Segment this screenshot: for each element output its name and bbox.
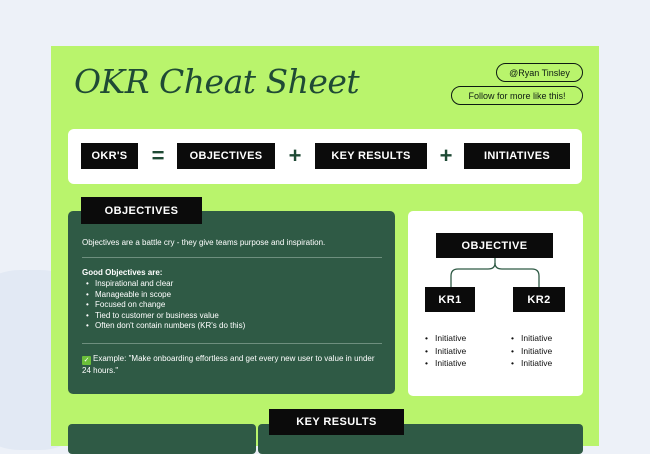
list-item: • Initiative [511, 345, 552, 358]
objectives-section-label: OBJECTIVES [81, 197, 202, 224]
example-text: Example: "Make onboarding effortless and get every new user to value in under 24 hours." [82, 354, 375, 375]
kr2-initiatives-list [511, 332, 552, 370]
cheat-sheet [51, 46, 599, 446]
list-item: • Inspirational and clear [82, 279, 245, 290]
okr-equation-card [68, 129, 582, 184]
objectives-intro: Objectives are a battle cry - they give teams purpose and inspiration. [82, 238, 326, 247]
list-item: • Often don't contain numbers (KR's do this) [82, 321, 245, 332]
objectives-term: OBJECTIVES [177, 143, 275, 169]
objective-example [82, 353, 382, 377]
plus-sign: + [288, 143, 302, 168]
plus-sign: + [439, 143, 453, 168]
list-item: • Initiative [425, 357, 466, 370]
okrs-term: OKR'S [81, 143, 138, 169]
equals-sign: = [151, 143, 165, 168]
objective-node: OBJECTIVE [436, 233, 553, 258]
kr2-node: KR2 [513, 287, 565, 312]
author-handle-button[interactable]: @Ryan Tinsley [496, 63, 583, 82]
divider [82, 257, 382, 258]
checkbox-icon: ✓ [83, 357, 90, 364]
kr1-initiatives-list [425, 332, 466, 370]
kr1-node: KR1 [425, 287, 475, 312]
list-item: • Initiative [425, 332, 466, 345]
list-item: • Tied to customer or business value [82, 311, 245, 322]
follow-button[interactable]: Follow for more like this! [451, 86, 583, 105]
good-objectives-list [82, 279, 245, 332]
objectives-card [68, 211, 395, 394]
key-results-section-label: KEY RESULTS [269, 409, 404, 435]
list-item: • Initiative [511, 357, 552, 370]
divider [82, 343, 382, 344]
key-results-card [68, 424, 256, 454]
key-results-term: KEY RESULTS [315, 143, 427, 169]
page-title: OKR Cheat Sheet [74, 62, 360, 101]
okr-tree-card [408, 211, 583, 396]
list-item: • Manageable in scope [82, 290, 245, 301]
list-item: • Initiative [425, 345, 466, 358]
list-item: • Initiative [511, 332, 552, 345]
initiatives-term: INITIATIVES [464, 143, 570, 169]
good-objectives-title: Good Objectives are: [82, 268, 163, 277]
list-item: • Focused on change [82, 300, 245, 311]
